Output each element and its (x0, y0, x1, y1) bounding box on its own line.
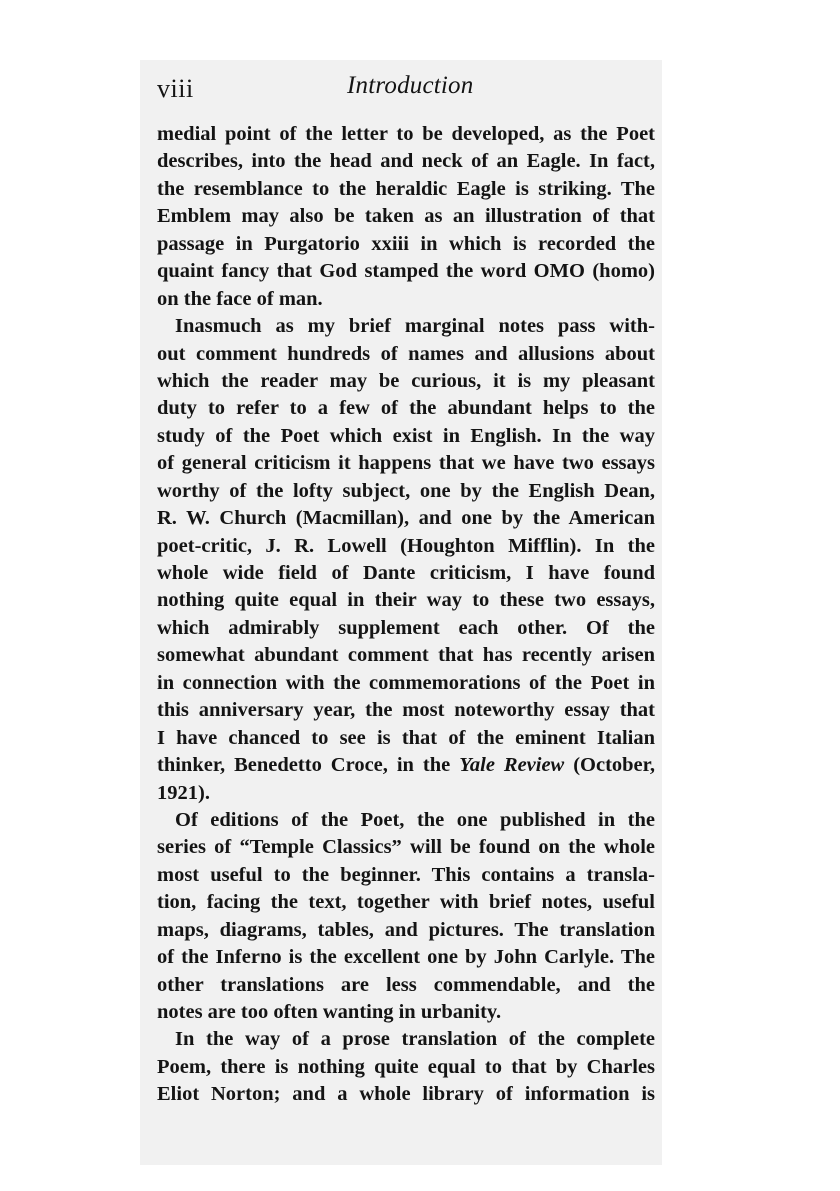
text-line: the resemblance to the heraldic Eagle is striking. The (157, 177, 655, 200)
text-line: whole wide field of Dante criticism, I have found (157, 562, 655, 584)
text-line: this anniversary year, the most noteworthy essay that (157, 699, 655, 722)
text-line: of general criticism it happens that we have two essays (157, 452, 655, 475)
text-line: which the reader may be curious, it is my pleasant (157, 369, 655, 392)
text-line: study of the Poet which exist in English. In the way (157, 424, 655, 447)
text-line: somewhat abundant comment that has recently arisen (157, 644, 655, 667)
text-line: other translations are less commendable, and the (157, 973, 655, 996)
text-line: duty to refer to a few of the abundant helps to the (157, 397, 655, 420)
body-text (157, 121, 655, 1109)
text-line: I have chanced to see is that of the eminent Italian (157, 726, 655, 749)
text-line: which admirably supplement each other. Of the (157, 616, 655, 639)
text-line: Emblem may also be taken as an illustration of that (157, 205, 655, 228)
running-title: Introduction (347, 72, 474, 99)
text-run: thinker, Benedetto Croce, in the (157, 754, 460, 777)
text-line: describes, into the head and neck of an Eagle. In fact, (157, 150, 655, 173)
text-line: R. W. Church (Macmillan), and one by the American (157, 507, 655, 530)
page-number: viii (157, 74, 194, 103)
text-line: maps, diagrams, tables, and pictures. The translation (157, 918, 655, 941)
text-line: poet-critic, J. R. Lowell (Houghton Mifflin). In the (157, 534, 655, 557)
text-line: quaint fancy that God stamped the word OMO (homo) (157, 260, 655, 283)
text-line: out comment hundreds of names and allusions about (157, 342, 655, 365)
text-line: series of “Temple Classics” will be found on the whole (157, 836, 655, 859)
text-line: worthy of the lofty subject, one by the English Dean, (157, 479, 655, 502)
text-line: nothing quite equal in their way to these two essays, (157, 589, 655, 612)
text-line: on the face of man. (157, 287, 323, 310)
text-line: notes are too often wanting in urbanity. (157, 1001, 502, 1023)
paragraph-first-line: Inasmuch as my brief marginal notes pass with- (175, 315, 655, 338)
text-line: tion, facing the text, together with brief notes, useful (157, 891, 655, 914)
text-line: medial point of the letter to be developed, as the Poet (157, 123, 655, 145)
journal-title: Yale Review (459, 754, 565, 777)
text-line: of the Inferno is the excellent one by John Carlyle. The (157, 946, 655, 969)
text-line: most useful to the beginner. This contains a transla- (157, 863, 655, 886)
page-header (157, 70, 655, 110)
text-line: Eliot Norton; and a whole library of information is (157, 1083, 655, 1106)
text-line: Poem, there is nothing quite equal to that by Charles (157, 1055, 655, 1078)
text-run: (October, (564, 754, 655, 777)
text-line: passage in Purgatorio xxiii in which is recorded the (157, 232, 655, 255)
paragraph-first-line: In the way of a prose translation of the complete (175, 1028, 655, 1051)
text-line-with-citation (157, 752, 655, 779)
paragraph-first-line: Of editions of the Poet, the one published in the (175, 808, 655, 831)
text-line: 1921). (157, 781, 210, 804)
text-line: in connection with the commemorations of the Poet in (157, 671, 655, 694)
